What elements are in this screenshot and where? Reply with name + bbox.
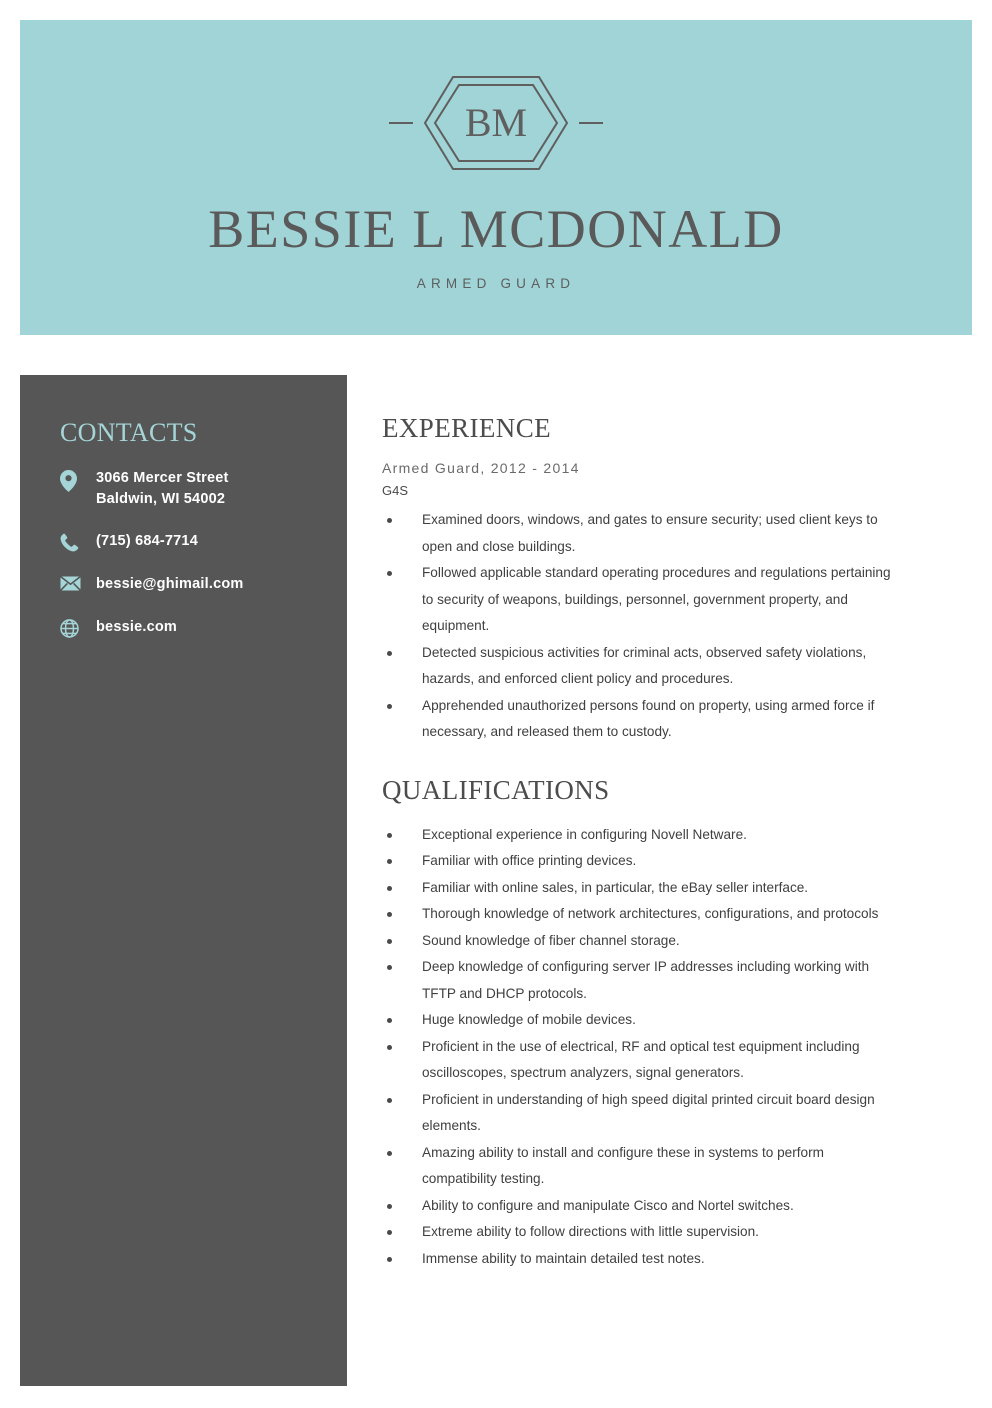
qualifications-section <box>382 774 902 1273</box>
main-content <box>382 415 902 1272</box>
list-item: Detected suspicious activities for criminal acts, observed safety violations, hazards, and enforced client policy and procedures. <box>382 640 902 693</box>
list-item: Extreme ability to follow directions with little supervision. <box>382 1219 902 1246</box>
envelope-icon <box>60 574 90 591</box>
contact-item-website[interactable] <box>60 617 347 638</box>
contact-item-phone[interactable] <box>60 531 347 552</box>
list-item: Deep knowledge of configuring server IP addresses including working with TFTP and DHCP protocols. <box>382 954 902 1007</box>
experience-company: G4S <box>382 483 409 498</box>
list-item: Familiar with online sales, in particular, the eBay seller interface. <box>382 875 902 902</box>
globe-icon <box>60 617 90 638</box>
list-item: Huge knowledge of mobile devices. <box>382 1007 902 1034</box>
location-pin-icon <box>60 468 90 492</box>
list-item: Exceptional experience in configuring Novell Netware. <box>382 822 902 849</box>
list-item: Followed applicable standard operating procedures and regulations pertaining to security of weapons, buildings, personnel, government property, and equipment. <box>382 560 902 640</box>
experience-section <box>382 415 902 746</box>
list-item: Ability to configure and manipulate Cisco and Nortel switches. <box>382 1193 902 1220</box>
contact-phone-text: (715) 684-7714 <box>96 533 198 550</box>
address-line-1: 3066 Mercer Street <box>96 470 229 486</box>
contact-website-text: bessie.com <box>96 618 177 635</box>
address-line-2: Baldwin, WI 54002 <box>96 490 226 507</box>
list-item: Amazing ability to install and configure these in systems to perform compatibility testing. <box>382 1140 902 1193</box>
list-item: Proficient in understanding of high speed digital printed circuit board design elements. <box>382 1087 902 1140</box>
qualifications-bullet-list <box>382 822 902 1273</box>
contact-address-text <box>90 468 229 509</box>
contact-email-text: bessie@ghimail.com <box>96 576 244 593</box>
experience-heading: EXPERIENCE <box>382 413 551 443</box>
list-item: Sound knowledge of fiber channel storage. <box>382 928 902 955</box>
list-item: Proficient in the use of electrical, RF and optical test equipment including oscilloscopes, spectrum analyzers, signal generators. <box>382 1034 902 1087</box>
list-item: Examined doors, windows, and gates to ensure security; used client keys to open and close buildings. <box>382 507 902 560</box>
contacts-sidebar <box>20 375 347 1386</box>
list-item: Familiar with office printing devices. <box>382 848 902 875</box>
contact-item-email[interactable] <box>60 574 347 595</box>
monogram-logo <box>381 68 611 178</box>
header-banner <box>20 20 972 335</box>
list-item: Immense ability to maintain detailed test notes. <box>382 1246 902 1273</box>
page-title: BESSIE L MCDONALD <box>208 199 784 259</box>
contacts-heading: CONTACTS <box>60 418 198 447</box>
experience-role: Armed Guard, 2012 - 2014 <box>382 460 580 476</box>
qualifications-heading: QUALIFICATIONS <box>382 774 610 805</box>
contact-item-address[interactable] <box>60 468 347 509</box>
monogram-initials: BM <box>464 100 528 145</box>
job-title: ARMED GUARD <box>416 276 576 291</box>
list-item: Thorough knowledge of network architectures, configurations, and protocols <box>382 901 902 928</box>
phone-icon <box>60 531 90 552</box>
list-item: Apprehended unauthorized persons found on property, using armed force if necessary, and released them to custody. <box>382 693 902 746</box>
experience-bullet-list <box>382 507 902 746</box>
